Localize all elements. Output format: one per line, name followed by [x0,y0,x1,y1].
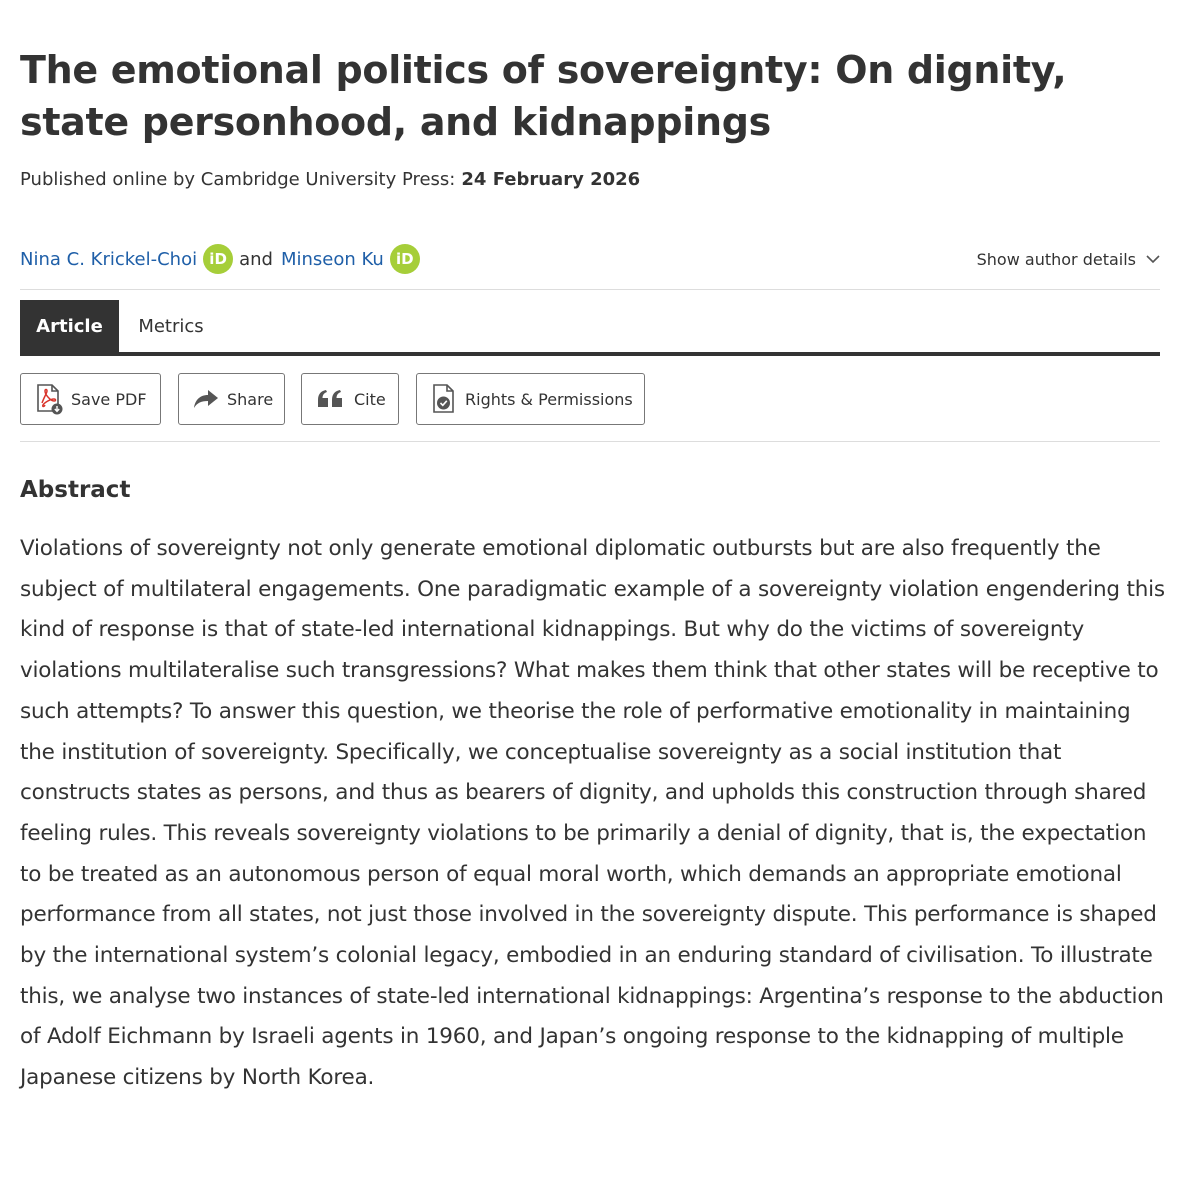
author-link-krickel-choi[interactable]: Nina C. Krickel-Choi [20,248,198,270]
chevron-down-icon [1146,252,1160,266]
share-button[interactable] [178,373,285,425]
article-tabs [20,300,1160,356]
show-author-details-label: Show author details [976,249,1136,269]
divider [20,441,1160,442]
published-date: 24 February 2026 [461,169,641,190]
save-pdf-label: Save PDF [71,389,147,409]
save-pdf-button[interactable] [20,373,161,425]
tab-metrics[interactable]: Metrics [138,315,204,337]
abstract-heading: Abstract [20,477,131,503]
published-label: Published online by Cambridge University Press: [20,169,456,190]
author-conjunction: and [239,248,273,270]
author-list [20,243,426,275]
document-check-icon [431,383,457,415]
author-link-ku[interactable]: Minseon Ku [280,248,384,270]
cite-label: Cite [354,389,386,409]
share-icon [193,388,219,410]
show-author-details-toggle[interactable] [977,245,1160,273]
abstract-text: Violations of sovereignty not only generate emotional diplomatic outbursts but are also frequently the subject of multilateral engagements. One paradigmatic example of a sovereignty violation engendering this kind of response is that of state-led international kidnappings. But why do the victims of sovereignty violations multilateralise such transgressions? What makes them think that other states will be receptive to such attempts? To answer this question, we theorise the role of performative emotionality in maintaining the institution of sovereignty. Specifically, we conceptualise sovereignty as a social institution that constructs states as persons, and thus as bearers of dignity, and upholds this construction through shared feeling rules. This reveals sovereignty violations to be primarily a denial of dignity, that is, the expectation to be treated as an autonomous person of equal moral worth, which demands an appropriate emotional performance from all states, not just those involved in the sovereignty dispute. This performance is shaped by the international system’s colonial legacy, embodied in an enduring standard of civilisation. To illustrate this, we analyse two instances of state-led international kidnappings: Argentina’s response to the abduction of Adolf Eichmann by Israeli agents in 1960, and Japan’s ongoing response to the kidnapping of multiple Japanese citizens by North Korea. [20,536,1165,1091]
article-title: The emotional politics of sovereignty: On dignity, state personhood, and kidnappings [20,48,1067,144]
tab-article[interactable]: Article [20,300,119,352]
rights-permissions-label: Rights & Permissions [465,389,633,409]
divider [20,289,1160,290]
quote-icon [316,389,346,409]
cite-button[interactable] [301,373,399,425]
tab-underline [20,352,1160,356]
orcid-icon[interactable]: iD [390,244,420,274]
orcid-icon[interactable]: iD [203,244,233,274]
publication-info [20,166,640,194]
share-label: Share [227,389,274,409]
rights-permissions-button[interactable] [416,373,645,425]
pdf-download-icon [35,383,63,415]
